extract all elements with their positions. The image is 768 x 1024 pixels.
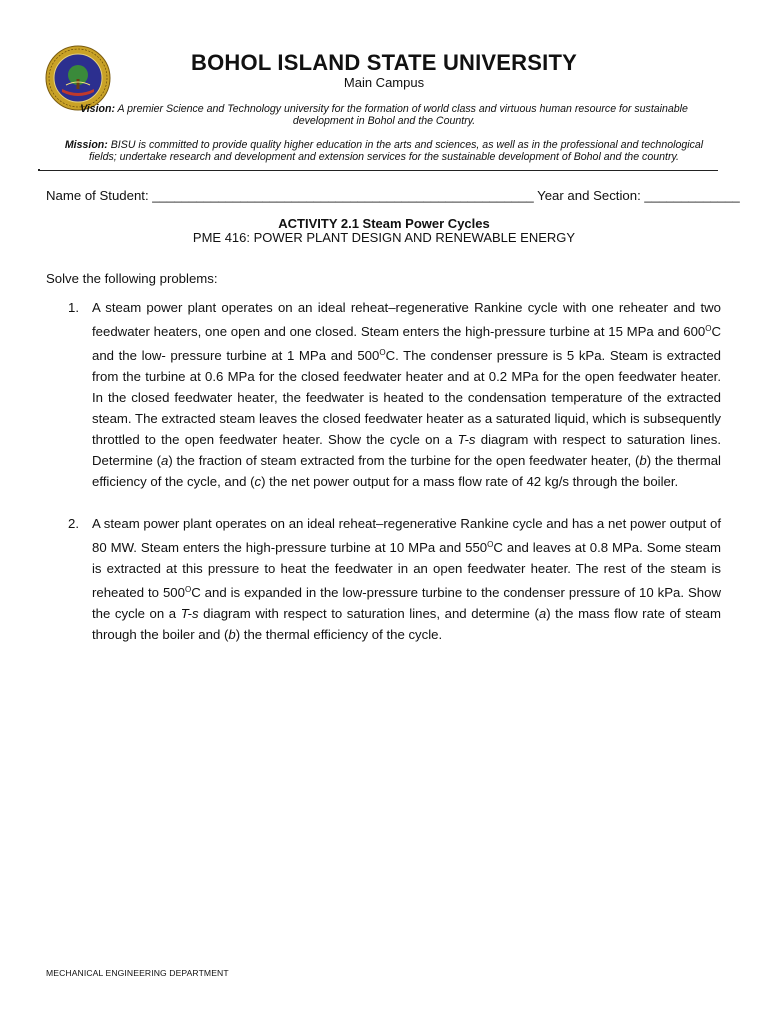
degree-symbol: O — [379, 348, 386, 357]
section-label: Year and Section: — [533, 188, 645, 203]
problem-text: A steam power plant operates on an ideal reheat–regenerative Rankine cycle and has a net power output of 80 MW. Steam enters the high-pressure turbine at 10 MPa and 550 — [92, 516, 721, 555]
problem-text: C and the low- pressure turbine at 1 MPa and 500 — [92, 324, 721, 363]
problem-text: ) the net power output for a mass flow rate of 42 kg/s through the boiler. — [261, 474, 679, 489]
degree-symbol: O — [184, 585, 192, 594]
problem-text: C. The condenser pressure is 5 kPa. Steam is extracted from the turbine at 0.6 MPa for the closed feedwater heater and at 0.2 MPa for the open feedwater heater. In the closed feedwater heater, the feedwater is heated to the condensation temperature of the extracted steam. The extracted steam leaves the closed feedwater heater as a saturated liquid, which is subsequently throttled to the open feedwater heater. Show the cycle on a — [92, 348, 722, 447]
mission-label: Mission: — [64, 139, 108, 151]
name-blank[interactable]: ____________________________________________________ — [152, 188, 534, 203]
ts-diagram-term: T-s — [457, 432, 476, 447]
mission-statement — [50, 139, 718, 163]
problem-text: ) the fraction of steam extracted from the turbine for the open feedwater heater, ( — [168, 453, 640, 468]
problem-text: C and leaves at 0.8 MPa. Some steam is extracted at this pressure to heat the feedwater in an open feedwater heater. The rest of the steam is reheated to 500 — [92, 540, 721, 600]
problem-text: A steam power plant operates on an ideal reheat–regenerative Rankine cycle with one reheater and two feedwater heaters, one open and one closed. Steam enters the high-pressure turbine at 15 MPa and 600 — [92, 300, 721, 339]
section-blank[interactable]: _____________ — [644, 188, 740, 203]
instructions: Solve the following problems: — [46, 271, 218, 286]
header-divider — [40, 170, 718, 171]
department-footer: MECHANICAL ENGINEERING DEPARTMENT — [46, 968, 229, 978]
problem-item — [46, 513, 721, 645]
problem-item — [46, 297, 721, 492]
university-name: BOHOL ISLAND STATE UNIVERSITY — [191, 50, 577, 75]
problem-text: diagram with respect to saturation lines, and determine ( — [198, 606, 539, 621]
name-label: Name of Student: — [46, 188, 153, 203]
problem-text: ) the thermal efficiency of the cycle. — [235, 627, 443, 642]
mission-text: BISU is committed to provide quality higher education in the arts and sciences, as well as in the professional and technological fields; undertake research and development and extension services for the sustainable development of Bohol and the country. — [89, 139, 704, 163]
vision-statement — [50, 103, 718, 127]
problem-text: diagram with respect to saturation lines. Determine ( — [92, 432, 721, 468]
part-letter: a — [538, 606, 547, 621]
problem-list — [46, 297, 721, 666]
activity-title: ACTIVITY 2.1 Steam Power Cycles — [278, 216, 490, 231]
degree-symbol: O — [705, 324, 712, 333]
part-letter: c — [254, 474, 262, 489]
vision-label: Vision: — [80, 103, 115, 115]
problem-number: 2. — [68, 516, 79, 531]
problem-text: ) the thermal efficiency of the cycle, and ( — [92, 453, 721, 489]
problem-text: C and is expanded in the low-pressure turbine to the condenser pressure of 10 kPa. Show the cycle on a — [92, 585, 721, 621]
part-letter: a — [161, 453, 169, 468]
campus-name: Main Campus — [343, 75, 425, 90]
part-letter: b — [228, 627, 236, 642]
ts-diagram-term: T-s — [180, 606, 199, 621]
part-letter: b — [639, 453, 647, 468]
course-title: PME 416: POWER PLANT DESIGN AND RENEWABLE ENERGY — [192, 230, 576, 245]
student-info-line — [46, 188, 740, 203]
problem-number: 1. — [68, 300, 79, 315]
problem-text: ) the mass flow rate of steam through the boiler and ( — [92, 606, 721, 642]
degree-symbol: O — [487, 540, 494, 549]
vision-text: A premier Science and Technology university for the formation of world class and virtuous human resource for sustainable development in Bohol and the Country. — [114, 103, 688, 127]
